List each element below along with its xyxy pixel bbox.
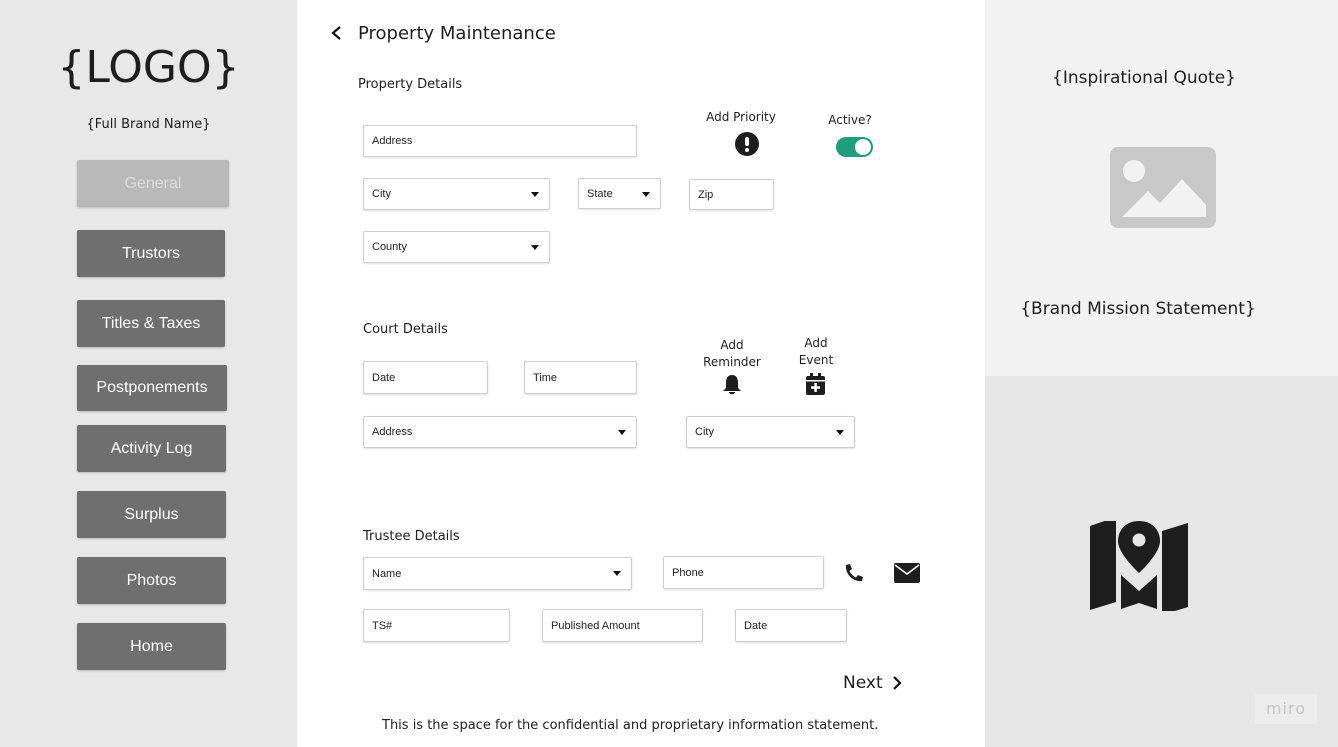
caret-down-icon [836, 430, 844, 435]
calendar-plus-icon[interactable] [806, 373, 825, 395]
nav-postponements[interactable]: Postponements [77, 365, 227, 411]
toggle-knob [855, 139, 871, 155]
court-city-select[interactable] [686, 416, 855, 448]
priority-exclamation-icon[interactable] [735, 132, 759, 156]
caret-down-icon [531, 192, 539, 197]
placeholder: Date [744, 619, 768, 632]
placeholder: Date [372, 371, 396, 384]
next-button[interactable] [843, 673, 903, 693]
trustee-date-input[interactable] [735, 609, 847, 642]
nav-photos[interactable]: Photos [77, 557, 226, 604]
property-city-select[interactable] [363, 178, 550, 210]
page-title: Property Maintenance [358, 23, 556, 44]
placeholder: Published Amount [551, 619, 640, 632]
placeholder: City [372, 188, 391, 200]
phone-icon[interactable] [844, 563, 864, 583]
next-label: Next [843, 673, 883, 693]
nav-home[interactable]: Home [77, 623, 226, 670]
trustee-phone-input[interactable] [663, 556, 824, 589]
nav-titles-taxes[interactable]: Titles & Taxes [77, 300, 225, 347]
chevron-right-icon [891, 675, 903, 691]
add-reminder-label: Add Reminder [703, 338, 761, 369]
caret-down-icon [618, 430, 626, 435]
placeholder: Time [533, 371, 558, 384]
sidebar [0, 0, 297, 747]
trustee-details-heading: Trustee Details [363, 529, 460, 544]
court-time-input[interactable] [524, 361, 637, 394]
nav-general[interactable]: General [77, 160, 229, 207]
bell-icon[interactable] [722, 374, 742, 396]
inspirational-quote: {Inspirational Quote} [1052, 68, 1236, 88]
placeholder: State [587, 187, 613, 200]
trustee-name-select[interactable] [363, 557, 632, 590]
nav-activity-log[interactable]: Activity Log [77, 425, 226, 472]
property-county-select[interactable] [363, 231, 550, 263]
caret-down-icon [613, 571, 621, 576]
right-bottom-panel [985, 376, 1338, 747]
brand-name: {Full Brand Name} [86, 117, 211, 132]
nav-trustors[interactable]: Trustors [77, 230, 225, 277]
logo: {LOGO} [57, 42, 240, 93]
right-top-panel [985, 0, 1338, 376]
active-label: Active? [828, 113, 872, 127]
add-event-label: Add Event [798, 336, 834, 367]
brand-mission-statement: {Brand Mission Statement} [1020, 299, 1256, 319]
placeholder: Phone [672, 566, 704, 579]
court-address-select[interactable] [363, 416, 637, 448]
add-priority-label: Add Priority [706, 110, 776, 124]
placeholder: TS# [372, 619, 393, 632]
placeholder: Zip [698, 188, 714, 201]
active-toggle[interactable] [836, 137, 873, 157]
placeholder: County [372, 241, 407, 253]
property-zip-input[interactable] [689, 179, 774, 210]
property-state-select[interactable] [578, 178, 661, 209]
map-location-icon [1089, 521, 1189, 611]
miro-watermark: miro [1255, 694, 1317, 724]
caret-down-icon [531, 245, 539, 250]
placeholder: City [695, 426, 714, 438]
image-placeholder-icon [1110, 147, 1216, 228]
back-chevron-icon[interactable] [330, 25, 344, 41]
property-address-input[interactable] [363, 125, 637, 157]
nav-surplus[interactable]: Surplus [77, 491, 226, 538]
caret-down-icon [642, 192, 650, 197]
placeholder: Name [372, 567, 402, 580]
property-details-heading: Property Details [358, 77, 463, 92]
published-amount-input[interactable] [542, 609, 703, 642]
placeholder: Address [372, 426, 413, 438]
court-date-input[interactable] [363, 361, 488, 394]
court-details-heading: Court Details [363, 322, 448, 337]
placeholder: Address [372, 135, 413, 147]
confidential-statement: This is the space for the confidential and proprietary information statement. [382, 718, 879, 733]
trustee-ts-input[interactable] [363, 609, 510, 642]
email-icon[interactable] [894, 563, 920, 583]
